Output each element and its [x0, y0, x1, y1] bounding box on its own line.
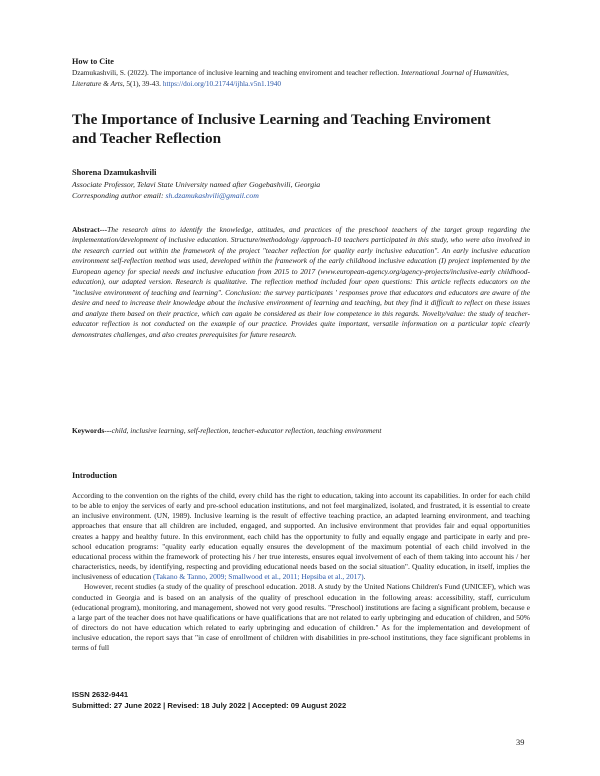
paragraph-1-text: According to the convention on the rights of the child, every child has the right to education, taking into account its capabilities. In order for each child to be able to enjoy the services of early and pre-school education institutions, and not feel marginalized, isolated, and frustrated, it is essential to create an inclusive environment. (UN, 1989). Inclusive learning is the result of effective teaching practice, an adapted learning environment, and teaching approaches that ensure that all children are included, engaged, and supported. An inclusive environment that provides fair and equal opportunities creates a happy and healthy future. In this environment, each child has the opportunity to fully and equally engage and participate in early and pre-school education programs: "quality early education equally ensures the development of the maximum potential of each child involved in the educational process within the framework of protecting his / her true interests, ensures equal involvement of each of them taking into account his / her characteristics, needs, by identifying, respecting and providing educational needs based on the social situation". Quality education, in itself, implies the inclusiveness of education — [72, 491, 530, 582]
abstract-label: Abstract--- — [72, 225, 108, 234]
abstract-text: The research aims to identify the knowledge, attitudes, and practices of the preschool teachers of the target group regarding the implementation/development of inclusive education. Structure/methodology /approach-10 teachers participated in this study, who were also involved in the research carried out within the framework of the project "teacher reflection for quality early inclusive education". An early inclusive education environment self-reflection method was used, developed within the framework of the early childhood inclusive education (I) project implemented by the European agency for special needs and inclusive education from 2015 to 2017 (www.european-agency.org/agency-projects/inclusive-early childhood-education), our adapted version. Research is qualitative. The reflection method included four open questions: This article reflects educators on the "inclusive environment of teaching and learning". Conclusion: the survey participants ' responses prove that educators and educators are aware of the desire and need to increase their knowledge about the inclusive environment of learning and teaching, but they find it difficult to reflect on these issues and analyze them based on their practice, which can again be considered as their low competence in this regards. Novelty/value: the study of teacher-educator reflection is not conducted on the example of our practice. Provides quite important, versatile information on a particular topic clearly demonstrates challenges, and also creates prerequisites for future research. — [72, 225, 530, 339]
citation-authors: Dzamukashvili, S. (2022). The importance of inclusive learning and teaching enviroment and teacher reflection. — [72, 68, 401, 77]
citation-doi-link[interactable]: https://doi.org/10.21744/ijhla.v5n1.1940 — [162, 78, 282, 88]
citation-volume-pages: , 5(1), 39-43. — [122, 78, 163, 88]
paragraph-1-end: . — [363, 572, 366, 582]
citation-text — [72, 68, 532, 89]
introduction-heading: Introduction — [72, 471, 118, 480]
page-number: 39 — [516, 738, 525, 747]
footer-submission-dates: Submitted: 27 June 2022 | Revised: 18 July 2022 | Accepted: 09 August 2022 — [72, 701, 347, 710]
citation-journal: International Journal of Humanities, Literature & Arts — [72, 68, 509, 88]
author-name: Shorena Dzamukashvili — [72, 168, 157, 177]
author-affiliation: Associate Professor, Telavi State University named after Gogebashvili, Georgia — [72, 180, 321, 189]
keywords-label: Keywords--- — [72, 426, 112, 435]
introduction-paragraph-1 — [72, 491, 530, 582]
keywords — [72, 426, 530, 435]
abstract — [72, 225, 530, 340]
email-label: Corresponding author email: — [72, 191, 166, 200]
paragraph-1-references[interactable]: (Takano & Tanno, 2009; Smallwood et al., 2011; Hepsiba et al., 2017) — [153, 572, 364, 582]
footer-issn: ISSN 2632-9441 — [72, 690, 129, 699]
introduction-paragraph-2: However, recent studies (a study of the quality of preschool education. 2018. A study by the United Nations Children's Fund (UNICEF), which was conducted in Georgia and is based on an analysis of the quality of preschool education in the following areas: accessibility, staff, curriculum (educational program), monitoring, and management, showed not very good results. "Preschool) institutions are facing a significant problem, because e a large part of the teacher does not have qualifications or have qualifications that are not related to early upbringing and education of children, and 50% of directors do not have education which related to early upbringing and education of children." As for the implementation and development of inclusive education, the report says that "in case of enrollment of children with disabilities in pre-school institutions, they face significant problems in terms of full — [72, 582, 530, 653]
how-to-cite-heading: How to Cite — [72, 57, 114, 66]
keywords-text: child, inclusive learning, self-reflection, teacher-educator reflection, teaching environment — [111, 426, 382, 435]
corresponding-email-line — [72, 191, 259, 200]
email-link[interactable]: sh.dzamukashvili@gmail.com — [165, 191, 259, 200]
paper-title: The Importance of Inclusive Learning and Teaching Enviroment and Teacher Reflection — [72, 111, 491, 147]
introduction-body — [72, 491, 530, 654]
